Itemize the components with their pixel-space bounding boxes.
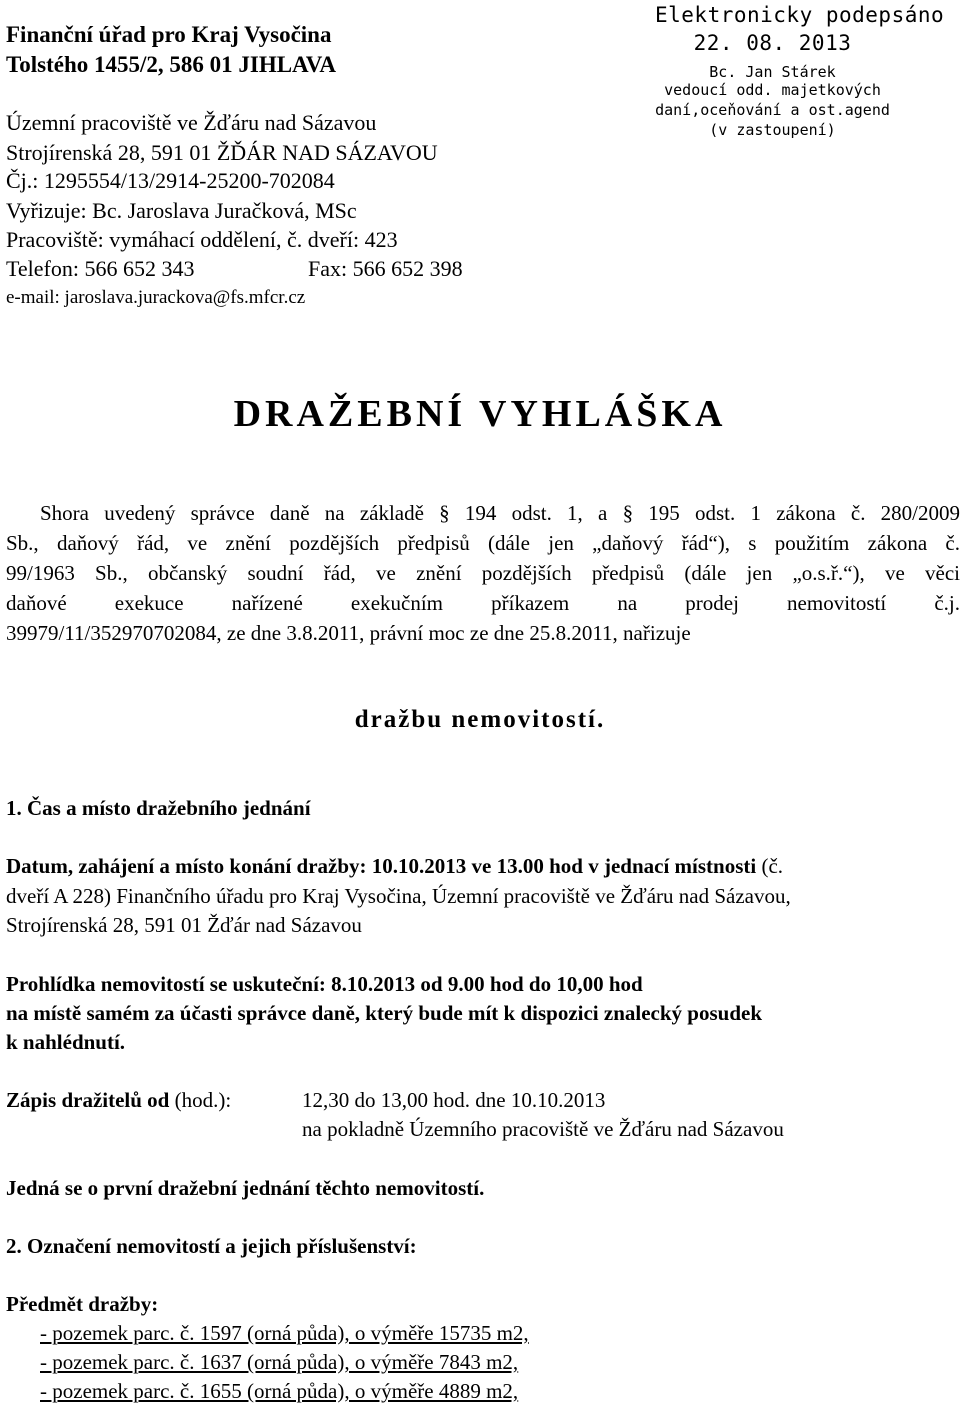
branch-name: Územní pracoviště ve Žďáru nad Sázavou bbox=[6, 110, 377, 135]
registration-label-rest: (hod.): bbox=[169, 1088, 232, 1112]
branch-address: Strojírenská 28, 591 01 ŽĎÁR NAD SÁZAVOU bbox=[6, 140, 438, 165]
auction-datetime bbox=[6, 854, 783, 879]
document-title: DRAŽEBNÍ VYHLÁŠKA bbox=[233, 393, 727, 435]
signature-role-3: (v zastoupení) bbox=[709, 121, 836, 139]
property-item bbox=[40, 1379, 518, 1404]
auction-subtitle: dražbu nemovitostí. bbox=[354, 706, 606, 733]
auction-datetime-label: Datum, zahájení a místo konání dražby: 10.10.2013 ve 13.00 hod v jednací místnosti bbox=[6, 854, 757, 878]
signature-role-2: daní,oceňování a ost.agend bbox=[655, 101, 890, 119]
auction-place-line-2: dveří A 228) Finančního úřadu pro Kraj Vysočina, Územní pracoviště ve Žďáru nad Sázavou, bbox=[6, 884, 791, 908]
intro-line-4: daňové exekuce nařízené exekučním příkazem na prodej nemovitostí č.j. bbox=[6, 591, 960, 615]
intro-line-5: 39979/11/352970702084, ze dne 3.8.2011, právní moc ze dne 25.8.2011, nařizuje bbox=[6, 621, 691, 645]
auction-datetime-rest: (č. bbox=[756, 854, 784, 878]
workplace: Pracoviště: vymáhací oddělení, č. dveří: 423 bbox=[6, 227, 398, 252]
office-name: Finanční úřad pro Kraj Vysočina bbox=[6, 22, 332, 47]
reference-number: Čj.: 1295554/13/2914-25200-702084 bbox=[6, 168, 335, 193]
first-auction-note: Jedná se o první dražební jednání těchto nemovitostí. bbox=[6, 1176, 485, 1200]
registration-label-bold: Zápis dražitelů od bbox=[6, 1088, 170, 1112]
signature-date: 22. 08. 2013 bbox=[693, 31, 852, 55]
property-item-text: - pozemek parc. č. 1637 (orná půda), o výměře 7843 m2, bbox=[40, 1350, 519, 1374]
intro-line-2: Sb., daňový řád, ve znění pozdějších předpisů (dále jen „daňový řád“), s použitím zákona č. bbox=[6, 531, 960, 555]
registration-time: 12,30 do 13,00 hod. dne 10.10.2013 bbox=[302, 1088, 606, 1112]
handled-by: Vyřizuje: Bc. Jaroslava Juračková, MSc bbox=[6, 198, 357, 223]
signature-stamp: Elektronicky podepsáno bbox=[655, 3, 945, 27]
registration-label bbox=[6, 1088, 231, 1113]
email: e-mail: jaroslava.jurackova@fs.mfcr.cz bbox=[6, 287, 306, 308]
office-address: Tolstého 1455/2, 586 01 JIHLAVA bbox=[6, 52, 336, 77]
property-item bbox=[40, 1350, 518, 1375]
intro-line-3: 99/1963 Sb., občanský soudní řád, ve znění pozdějších předpisů (dále jen „o.s.ř.“), ve věci bbox=[6, 561, 960, 585]
property-item-text: - pozemek parc. č. 1597 (orná půda), o výměře 15735 m2, bbox=[40, 1321, 529, 1345]
section2-heading: 2. Označení nemovitostí a jejich příslušenství: bbox=[6, 1234, 417, 1258]
signature-role-1: vedoucí odd. majetkových bbox=[664, 81, 881, 99]
intro-paragraph bbox=[6, 498, 960, 648]
inspection-line-3: k nahlédnutí. bbox=[6, 1030, 126, 1054]
property-item bbox=[40, 1321, 529, 1346]
section1-heading: 1. Čas a místo dražebního jednání bbox=[6, 796, 311, 820]
registration-place: na pokladně Územního pracoviště ve Žďáru nad Sázavou bbox=[302, 1117, 784, 1141]
inspection-line-1: Prohlídka nemovitostí se uskuteční: 8.10.2013 od 9.00 hod do 10,00 hod bbox=[6, 972, 643, 996]
intro-line-1: Shora uvedený správce daně na základě § 194 odst. 1, a § 195 odst. 1 zákona č. 280/2009 bbox=[40, 501, 960, 525]
property-item-text: - pozemek parc. č. 1655 (orná půda), o výměře 4889 m2, bbox=[40, 1379, 519, 1403]
inspection-line-2: na místě samém za účasti správce daně, který bude mít k dispozici znalecký posudek bbox=[6, 1001, 762, 1025]
phone: Telefon: 566 652 343 bbox=[6, 256, 195, 281]
signature-name: Bc. Jan Stárek bbox=[709, 63, 836, 81]
fax: Fax: 566 652 398 bbox=[308, 256, 463, 281]
subject-label: Předmět dražby: bbox=[6, 1292, 159, 1316]
auction-place-line-3: Strojírenská 28, 591 01 Žďár nad Sázavou bbox=[6, 913, 362, 937]
